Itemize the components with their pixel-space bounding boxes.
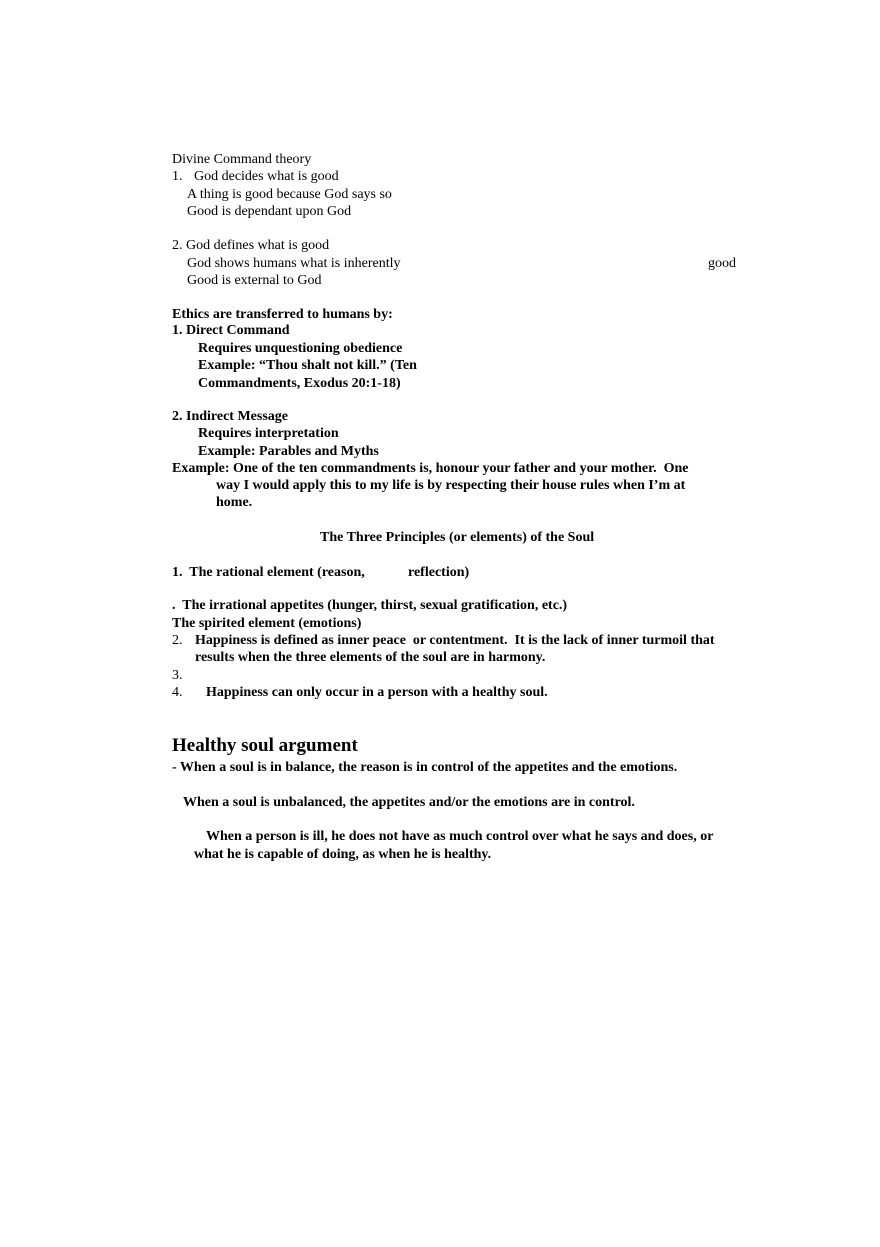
rational-element-end: reflection) xyxy=(408,565,470,580)
point-1-detail-a: A thing is good because God says so xyxy=(187,187,392,202)
point-1-heading: God decides what is good xyxy=(194,169,339,184)
point-2-detail-a: God shows humans what is inherently xyxy=(187,256,401,271)
happiness-line-1: Happiness is defined as inner peace or contentment. It is the lack of inner turmoil that xyxy=(195,633,715,648)
indirect-message-heading: 2. Indirect Message xyxy=(172,409,288,424)
spirited-element: The spirited element (emotions) xyxy=(172,616,362,631)
example-line-2: way I would apply this to my life is by respecting their house rules when I’m at xyxy=(216,478,686,493)
point-1-number: 1. xyxy=(172,169,183,184)
ethics-heading: Ethics are transferred to humans by: xyxy=(172,307,393,322)
point-2-detail-b: Good is external to God xyxy=(187,273,322,288)
soul-title: The Three Principles (or elements) of the Soul xyxy=(320,530,595,545)
direct-command-detail-b: Example: “Thou shalt not kill.” (Ten xyxy=(198,358,417,373)
argument-heading: Healthy soul argument xyxy=(172,735,358,756)
item-2-number: 2. xyxy=(172,633,183,648)
item-3-number: 3. xyxy=(172,668,183,683)
point-2-detail-a-end: good xyxy=(708,256,736,271)
indirect-message-detail-a: Requires interpretation xyxy=(198,426,339,441)
divine-command-title: Divine Command theory xyxy=(172,152,312,167)
example-line-1: Example: One of the ten commandments is, honour your father and your mother. One xyxy=(172,461,689,476)
irrational-appetites: . The irrational appetites (hunger, thirst, sexual gratification, etc.) xyxy=(172,598,568,613)
happiness-line-2: results when the three elements of the soul are in harmony. xyxy=(195,650,546,665)
example-line-3: home. xyxy=(216,495,253,510)
argument-line-4: what he is capable of doing, as when he is healthy. xyxy=(194,847,492,862)
argument-line-3: When a person is ill, he does not have as much control over what he says and does, or xyxy=(206,829,714,844)
rational-element: 1. The rational element (reason, xyxy=(172,565,365,580)
direct-command-detail-c: Commandments, Exodus 20:1-18) xyxy=(198,376,401,391)
direct-command-heading: 1. Direct Command xyxy=(172,323,290,338)
direct-command-detail-a: Requires unquestioning obedience xyxy=(198,341,403,356)
point-1-detail-b: Good is dependant upon God xyxy=(187,204,352,219)
argument-line-1: - When a soul is in balance, the reason is in control of the appetites and the emotions. xyxy=(172,760,678,775)
argument-line-2: When a soul is unbalanced, the appetites and/or the emotions are in control. xyxy=(183,795,635,810)
item-4-number: 4. xyxy=(172,685,183,700)
point-2-heading: 2. God defines what is good xyxy=(172,238,330,253)
healthy-soul-statement: Happiness can only occur in a person with a healthy soul. xyxy=(206,685,548,700)
indirect-message-detail-b: Example: Parables and Myths xyxy=(198,444,379,459)
